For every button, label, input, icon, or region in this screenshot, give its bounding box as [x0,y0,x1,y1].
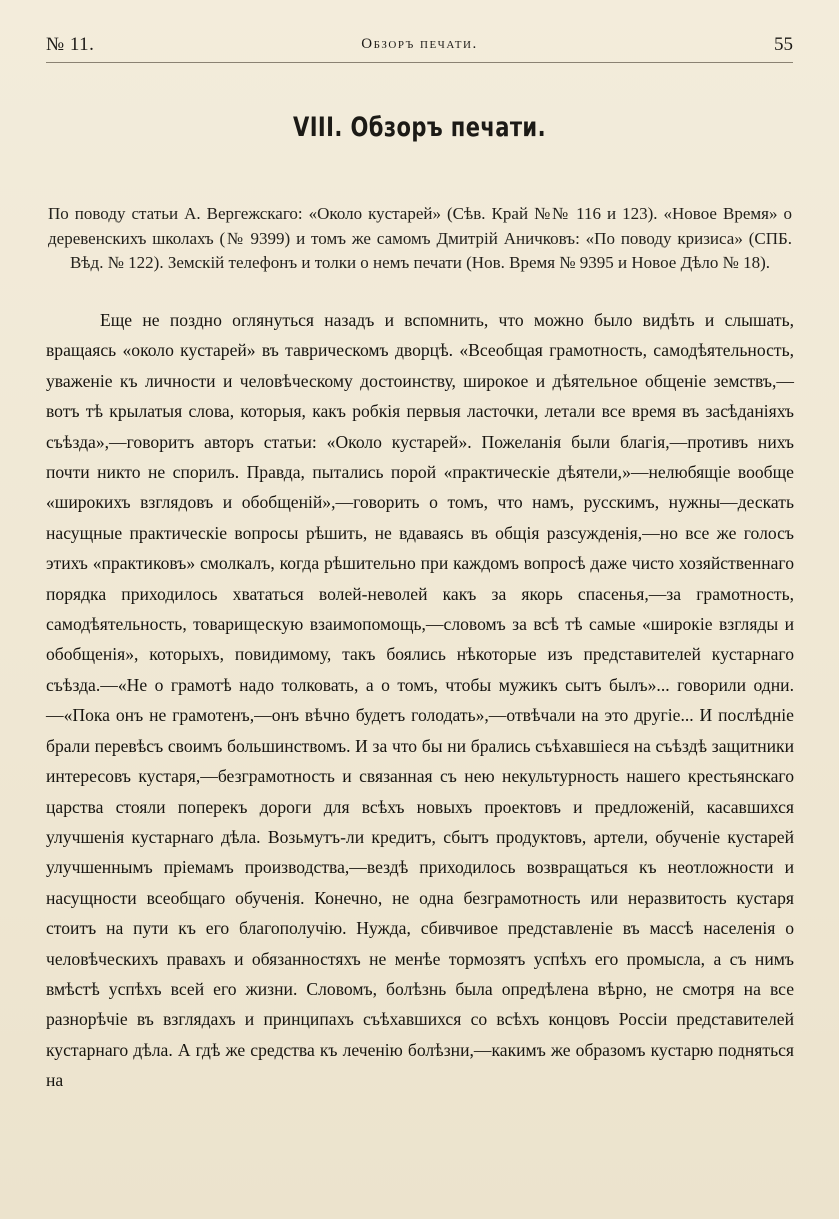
issue-number: № 11. [46,34,95,55]
body-paragraph: Еще не поздно оглянуться назадъ и вспомнить, что можно было видѣть и слышать, вращаясь «около кустарей» въ таврическомъ дворцѣ. «Всеобщая грамотность, самодѣятельность, уваженіе къ личности и человѣческому достоинству, широкое и дѣятельное общеніе земствъ,— вотъ тѣ крылатыя слова, которыя, какъ робкія первыя ласточки, летали все время въ засѣданіяхъ съѣзда»,—говоритъ авторъ статьи: «Около кустарей». Пожеланія были благія,—противъ нихъ почти никто не спорилъ. Правда, пытались порой «практическіе дѣятели,»—нелюбящіе вообще «широкихъ взглядовъ и обобщеній»,—говорить о томъ, что намъ, русскимъ, нужны—дескать насущные практическіе вопросы рѣшить, не вдаваясь въ общія разсужденія,—но все же голосъ этихъ «практиковъ» смолкалъ, когда рѣшительно при каждомъ вопросѣ даже чисто хозяйственнаго порядка приходилось хвататься волей-неволей какъ за якорь спасенья,—за грамотность, самодѣятельность, товарищескую взаимопомощь,—словомъ за всѣ тѣ самые «широкіе взгляды и обобщенія», которыхъ, повидимому, такъ боялись нѣкоторые изъ представителей кустарнаго съѣзда.—«Не о грамотѣ надо толковать, а о томъ, чтобы мужикъ сытъ былъ»... говорили одни.—«Пока онъ не грамотенъ,—онъ вѣчно будетъ голодать»,—отвѣчали на это другіе... И послѣдніе брали перевѣсъ своимъ большинствомъ. И за что бы ни брались съѣхавшіеся на съѣздѣ защитники интересовъ кустаря,—безграмотность и связанная съ нею некультурность нашего крестьянскаго царства стояли поперекъ дороги для всѣхъ новыхъ проектовъ и предложеній, касавшихся улучшенія кустарнаго дѣла. Возьмутъ-ли кредитъ, сбытъ продуктовъ, артели, обученіе кустарей улучшеннымъ пріемамъ производства,—вездѣ приходилось возвращаться къ неотложности и насущности всеобщаго обученія. Конечно, не одна безграмотность или неразвитость кустаря стоитъ на пути къ его благополучію. Нужда, сбивчивое представленіе въ массѣ населенія о человѣческихъ правахъ и обязанностяхъ не менѣе тормозятъ успѣхъ его промысла, а съ нимъ вмѣстѣ успѣхъ всей его жизни. Словомъ, болѣзнь была опредѣлена вѣрно, не смотря на все разнорѣчіе въ взглядахъ и принципахъ съѣхавшихся со всѣхъ концовъ Россіи представителей кустарнаго дѣла. А гдѣ же средства къ леченію болѣзни,—какимъ же образомъ кустарю подняться на [46,310,794,1091]
body-text [46,305,794,1096]
running-section-title: Обзоръ печати. [361,36,478,52]
section-title: VIII. Обзоръ печати. [293,112,546,143]
page-number: 55 [774,34,793,55]
header-rule [46,62,793,63]
running-header [46,34,793,58]
section-summary: По поводу статьи А. Вергежскаго: «Около кустарей» (Сѣв. Край №№ 116 и 123). «Новое Время» о деревенскихъ школахъ (№ 9399) и томъ же самомъ Дмитрій Аничковъ: «По поводу кризиса» (СПБ. Вѣд. № 122). Земскій телефонъ и толки о немъ печати (Нов. Время № 9395 и Новое Дѣло № 18). [48,204,792,272]
